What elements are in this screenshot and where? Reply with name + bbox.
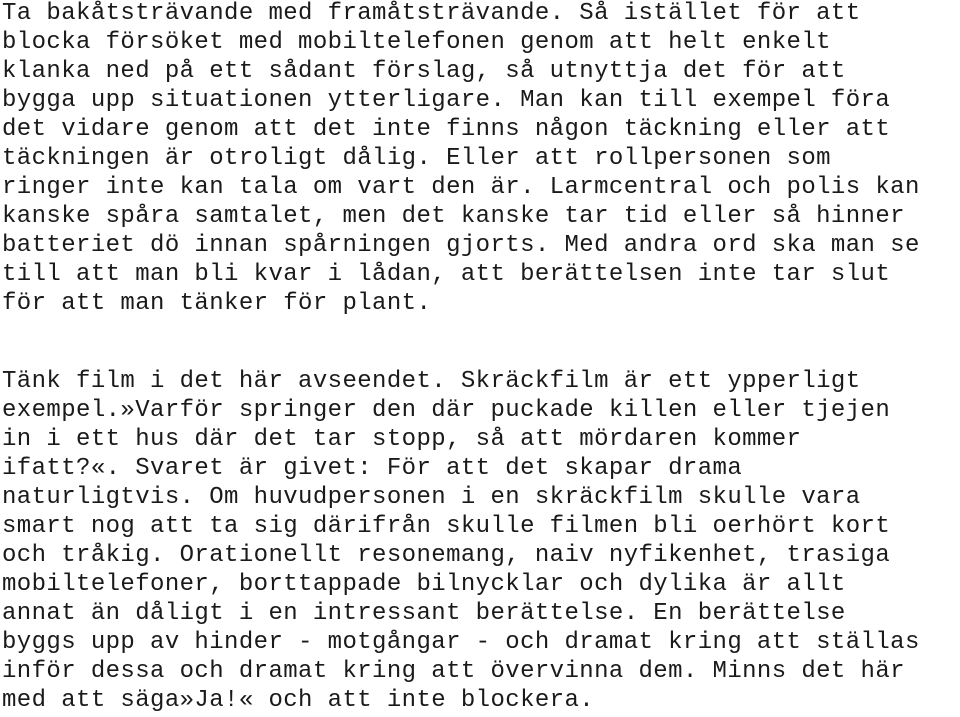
text-line: blocka försöket med mobiltelefonen genom att helt enkelt [2, 29, 831, 56]
text-line: annat än dåligt i en intressant berättelse. En berättelse [2, 600, 846, 627]
text-line: in i ett hus där det tar stopp, så att mördaren kommer [2, 426, 802, 453]
text-line: för att man tänker för plant. [2, 290, 432, 317]
text-line: ringer inte kan tala om vart den är. Larmcentral och polis kan [2, 174, 920, 201]
text-line: smart nog att ta sig därifrån skulle filmen bli oerhört kort [2, 513, 891, 540]
text-line: mobiltelefoner, borttappade bilnycklar och dylika är allt [2, 571, 846, 598]
text-line: exempel.»Varför springer den där puckade killen eller tjejen [2, 397, 891, 424]
text-line: och tråkig. Orationellt resonemang, naiv nyfikenhet, trasiga [2, 542, 891, 569]
text-line: batteriet dö innan spårningen gjorts. Med andra ord ska man se [2, 232, 920, 259]
text-line: till att man bli kvar i lådan, att berättelsen inte tar slut [2, 261, 891, 288]
text-line: Ta bakåtsträvande med framåtsträvande. Så istället för att [2, 0, 861, 27]
text-line: bygga upp situationen ytterligare. Man kan till exempel föra [2, 87, 891, 114]
text-line: täckningen är otroligt dålig. Eller att rollpersonen som [2, 145, 831, 172]
text-line: kanske spåra samtalet, men det kanske tar tid eller så hinner [2, 203, 905, 230]
text-line: naturligtvis. Om huvudpersonen i en skräckfilm skulle vara [2, 484, 861, 511]
text-line: klanka ned på ett sådant förslag, så utnyttja det för att [2, 58, 846, 85]
text-line: det vidare genom att det inte finns någon täckning eller att [2, 116, 891, 143]
text-line: med att säga»Ja!« och att inte blockera. [2, 687, 595, 714]
text-line: ifatt?«. Svaret är givet: För att det skapar drama [2, 455, 743, 482]
text-line: Tänk film i det här avseendet. Skräckfilm är ett ypperligt [2, 368, 861, 395]
text-line: inför dessa och dramat kring att övervinna dem. Minns det här [2, 658, 905, 685]
text-line: byggs upp av hinder - motgångar - och dramat kring att ställas [2, 629, 920, 656]
